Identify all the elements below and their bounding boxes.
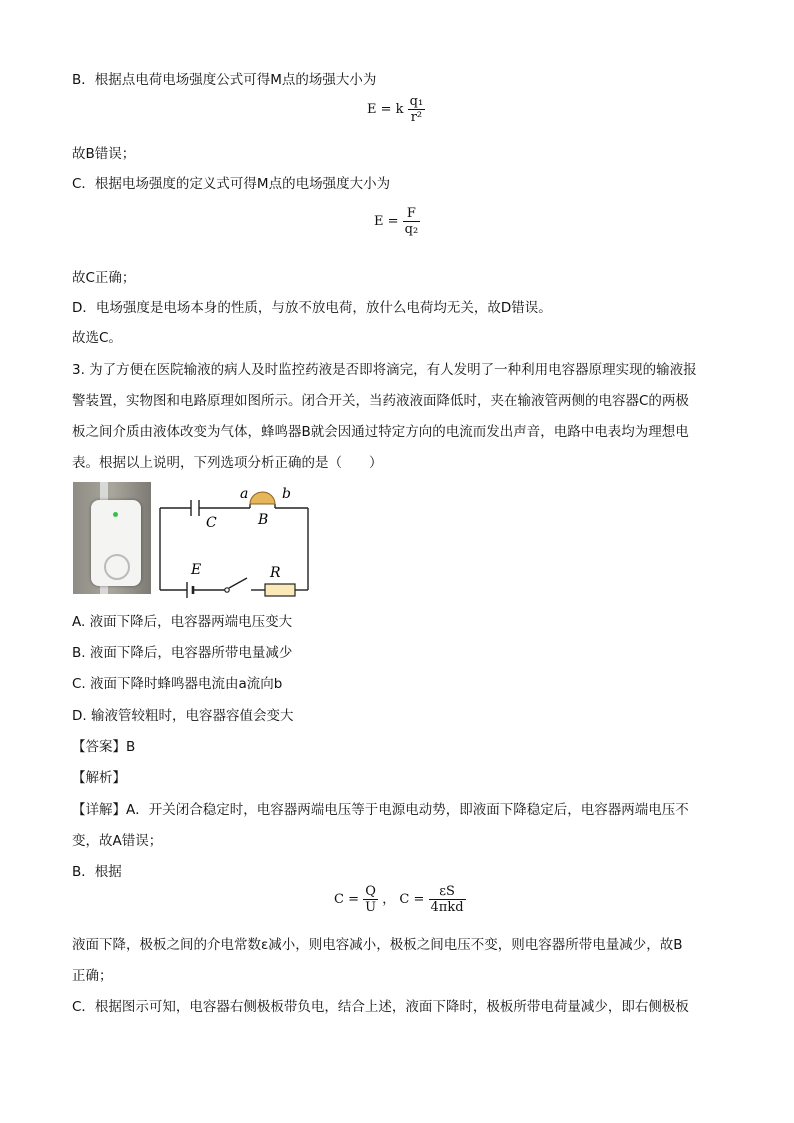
circuit-diagram <box>155 480 315 598</box>
b-basis-text: B．根据 <box>72 864 122 880</box>
detail-line-3: 液面下降，极板之间的介电常数ε减小，则电容减小，极板之间电压不变，则电容器所带电量减少，故B <box>72 937 683 953</box>
b-intro-text: B．根据点电荷电场强度公式可得M点的场强大小为 <box>72 72 377 88</box>
option-b: B. 液面下降后，电容器所带电量减少 <box>72 645 293 661</box>
question-3-line-2: 警装置，实物图和电路原理如图所示。闭合开关，当药液液面降低时，夹在输液管两侧的电容器C的两极 <box>72 393 689 409</box>
label-buzzer: B <box>258 512 269 528</box>
formula-definition <box>374 206 420 237</box>
formula-denominator: 4πkd <box>430 900 464 915</box>
formula-lhs: E = <box>374 214 399 229</box>
option-a: A. 液面下降后，电容器两端电压变大 <box>72 614 293 630</box>
c-intro-text: C．根据电场强度的定义式可得M点的电场强度大小为 <box>72 176 391 192</box>
choose-text: 故选C。 <box>72 330 122 346</box>
resistor <box>265 584 295 596</box>
formula-numerator: εS <box>429 884 466 900</box>
formula-denominator: r² <box>410 110 423 125</box>
alarm-device-photo <box>73 482 151 594</box>
label-a: a <box>240 486 249 502</box>
formula-denominator: q₂ <box>404 222 419 237</box>
label-e: E <box>191 562 202 578</box>
formula-capacitance <box>334 884 466 915</box>
detail-line-5: C．根据图示可知，电容器右侧极板带负电，结合上述，液面下降时，极板所带电荷量减少，即右侧极板 <box>72 999 689 1015</box>
option-c: C. 液面下降时蜂鸣器电流由a流向b <box>72 676 283 692</box>
d-text: D．电场强度是电场本身的性质，与放不放电荷，放什么电荷均无关，故D错误。 <box>72 300 552 316</box>
formula-point-charge <box>367 94 425 125</box>
formula-denominator: U <box>365 900 377 915</box>
formula-c2: C = <box>399 892 425 907</box>
buzzer <box>250 492 275 504</box>
detail-line-4: 正确； <box>72 968 113 984</box>
label-r: R <box>270 565 281 581</box>
c-right-text: 故C正确； <box>72 270 136 286</box>
formula-lhs: E = k <box>367 102 404 117</box>
formula-c1: C = <box>334 892 359 907</box>
formula-numerator: q₁ <box>409 94 424 109</box>
detail-line-2: 变，故A错误； <box>72 833 163 849</box>
formula-numerator: Q <box>363 884 378 900</box>
label-c: C <box>206 515 217 531</box>
analysis-label: 【解析】 <box>72 770 126 786</box>
formula-numerator: F <box>403 206 421 222</box>
formula-separator: ， <box>382 892 396 907</box>
alarm-device <box>91 500 141 586</box>
detail-line-1: 【详解】A．开关闭合稳定时，电容器两端电压等于电源电动势，即液面下降稳定后，电容器两端电压不 <box>72 802 689 818</box>
question-3-line-4: 表。根据以上说明，下列选项分析正确的是（ ） <box>72 455 383 471</box>
option-d: D. 输液管较粗时，电容器容值会变大 <box>72 708 294 724</box>
b-wrong-text: 故B错误； <box>72 146 136 162</box>
switch-pivot <box>225 588 229 592</box>
question-3-line-1: 3. 为了方便在医院输液的病人及时监控药液是否即将滴完，有人发明了一种利用电容器原理实现的输液报 <box>72 362 697 378</box>
answer-label: 【答案】B <box>72 739 136 755</box>
label-b: b <box>282 486 291 502</box>
switch <box>229 578 247 588</box>
question-3-line-3: 板之间介质由液体改变为气体，蜂鸣器B就会因通过特定方向的电流而发出声音，电路中电表均为理想电 <box>72 424 689 440</box>
